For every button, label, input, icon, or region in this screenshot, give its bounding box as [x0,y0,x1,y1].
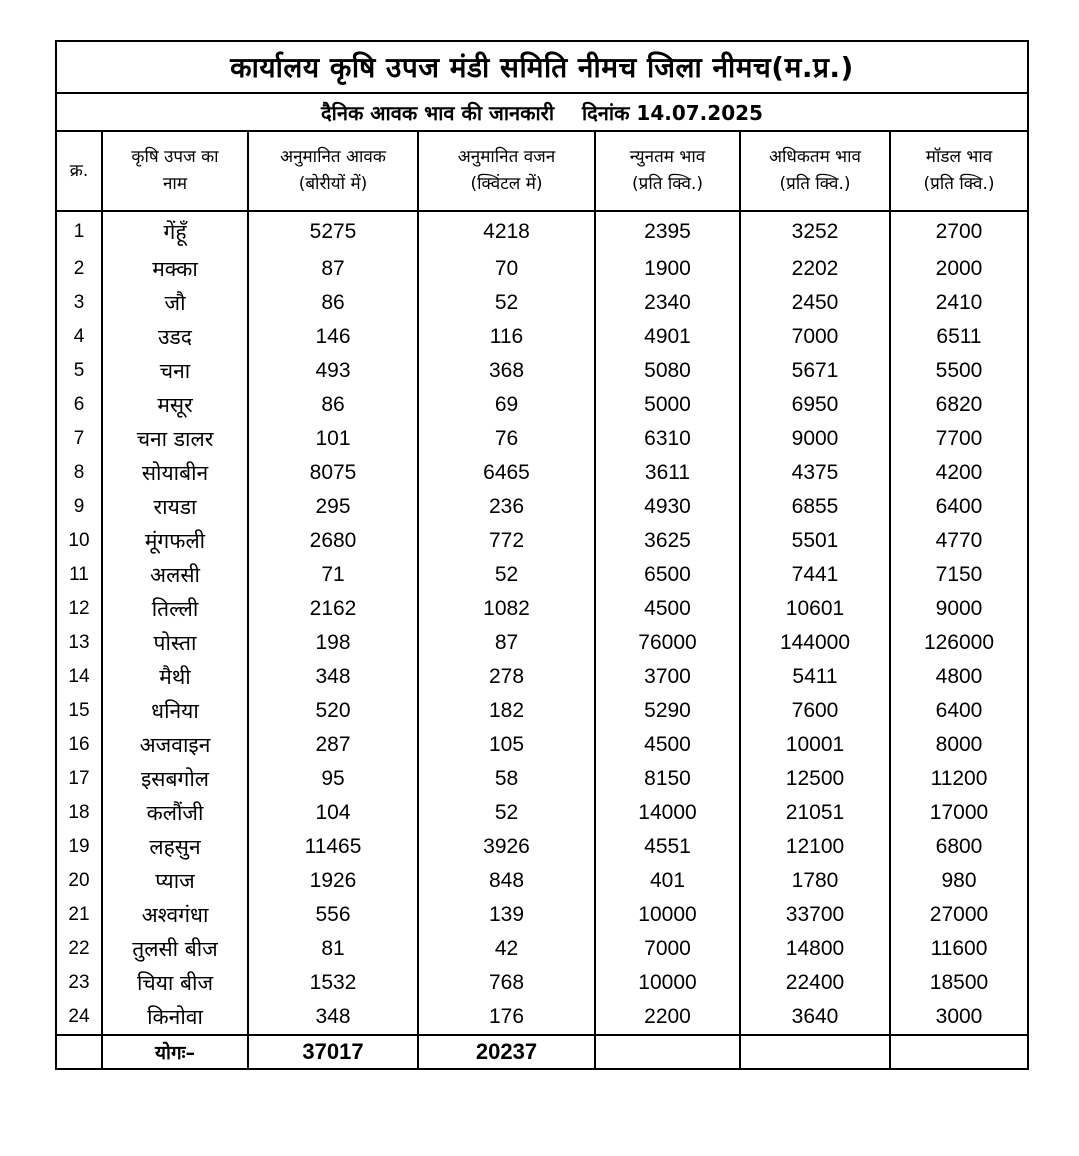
column-header-line2: नाम [162,174,187,194]
modal-rate-cell: 6511 [890,320,1028,354]
crop-name-cell: सोयाबीन [102,456,248,490]
crop-name-cell: चना डालर [102,422,248,456]
max-rate-cell: 12100 [740,830,890,864]
table-row [56,388,1028,422]
table-row [56,626,1028,660]
column-header-row [56,131,1028,211]
column-header-line2: (बोरीयों में) [298,174,368,194]
serial-cell: 19 [56,830,102,864]
weight-quintal-cell: 69 [418,388,595,422]
serial-cell: 7 [56,422,102,456]
min-rate-cell: 76000 [595,626,740,660]
arrival-bags-cell: 198 [248,626,418,660]
max-rate-cell: 2202 [740,252,890,286]
column-header-line2: (प्रति क्वि.) [632,174,703,194]
arrival-bags-cell: 348 [248,1000,418,1035]
max-rate-cell: 21051 [740,796,890,830]
modal-rate-cell: 2700 [890,211,1028,252]
arrival-bags-cell: 520 [248,694,418,728]
arrival-bags-cell: 287 [248,728,418,762]
modal-rate-cell: 2410 [890,286,1028,320]
col-min-rate-header [595,131,740,211]
serial-cell: 12 [56,592,102,626]
arrival-bags-cell: 101 [248,422,418,456]
modal-rate-cell: 4800 [890,660,1028,694]
total-empty-max [740,1035,890,1069]
min-rate-cell: 3611 [595,456,740,490]
table-row [56,320,1028,354]
crop-name-cell: मूंगफली [102,524,248,558]
column-header-line1: मॉडल भाव [925,147,993,167]
max-rate-cell: 9000 [740,422,890,456]
column-header-line1: न्युनतम भाव [629,147,706,167]
arrival-bags-cell: 295 [248,490,418,524]
crop-name-cell: कलौंजी [102,796,248,830]
serial-cell: 17 [56,762,102,796]
max-rate-cell: 3640 [740,1000,890,1035]
weight-quintal-cell: 52 [418,796,595,830]
table-row [56,592,1028,626]
serial-cell: 21 [56,898,102,932]
modal-rate-cell: 5500 [890,354,1028,388]
table-row [56,898,1028,932]
arrival-bags-cell: 81 [248,932,418,966]
modal-rate-cell: 17000 [890,796,1028,830]
min-rate-cell: 5080 [595,354,740,388]
column-header-line1: कृषि उपज का [131,147,219,167]
modal-rate-cell: 6400 [890,694,1028,728]
column-header-line2: (क्विंटल में) [470,174,543,194]
weight-quintal-cell: 278 [418,660,595,694]
arrival-bags-cell: 2680 [248,524,418,558]
modal-rate-cell: 2000 [890,252,1028,286]
weight-quintal-cell: 176 [418,1000,595,1035]
crop-name-cell: धनिया [102,694,248,728]
max-rate-cell: 33700 [740,898,890,932]
serial-cell: 15 [56,694,102,728]
weight-quintal-cell: 87 [418,626,595,660]
weight-quintal-cell: 52 [418,558,595,592]
max-rate-cell: 7000 [740,320,890,354]
table-row [56,830,1028,864]
weight-quintal-cell: 368 [418,354,595,388]
serial-cell: 5 [56,354,102,388]
arrival-bags-cell: 2162 [248,592,418,626]
table-row [56,966,1028,1000]
subtitle-text: दैनिक आवक भाव की जानकारी [321,100,554,125]
serial-cell: 18 [56,796,102,830]
table-row [56,252,1028,286]
max-rate-cell: 14800 [740,932,890,966]
arrival-bags-cell: 556 [248,898,418,932]
min-rate-cell: 4500 [595,592,740,626]
serial-cell: 4 [56,320,102,354]
modal-rate-cell: 6820 [890,388,1028,422]
crop-name-cell: किनोवा [102,1000,248,1035]
crop-name-cell: लहसुन [102,830,248,864]
serial-cell: 20 [56,864,102,898]
col-serial-header [56,131,102,211]
crop-name-cell: तुलसी बीज [102,932,248,966]
max-rate-cell: 2450 [740,286,890,320]
arrival-bags-cell: 86 [248,286,418,320]
arrival-bags-cell: 1926 [248,864,418,898]
col-modal-rate-header [890,131,1028,211]
serial-cell: 11 [56,558,102,592]
min-rate-cell: 6310 [595,422,740,456]
max-rate-cell: 3252 [740,211,890,252]
table-row [56,211,1028,252]
max-rate-cell: 10001 [740,728,890,762]
min-rate-cell: 4500 [595,728,740,762]
max-rate-cell: 7600 [740,694,890,728]
modal-rate-cell: 27000 [890,898,1028,932]
table-row [56,728,1028,762]
col-crop-name-header [102,131,248,211]
min-rate-cell: 5290 [595,694,740,728]
arrival-bags-cell: 87 [248,252,418,286]
column-header-line1: अनुमानित आवक [280,147,386,167]
table-row [56,1000,1028,1035]
date-label: दिनांक [582,100,630,125]
arrival-bags-cell: 5275 [248,211,418,252]
modal-rate-cell: 7150 [890,558,1028,592]
arrival-bags-cell: 71 [248,558,418,592]
serial-cell: 13 [56,626,102,660]
modal-rate-cell: 11200 [890,762,1028,796]
table-row [56,490,1028,524]
modal-rate-cell: 4770 [890,524,1028,558]
daily-arrival-rates-table [55,40,1029,1070]
max-rate-cell: 1780 [740,864,890,898]
serial-cell: 22 [56,932,102,966]
modal-rate-cell: 9000 [890,592,1028,626]
serial-cell: 10 [56,524,102,558]
crop-name-cell: इसबगोल [102,762,248,796]
crop-name-cell: चना [102,354,248,388]
serial-cell: 24 [56,1000,102,1035]
arrival-bags-cell: 146 [248,320,418,354]
min-rate-cell: 401 [595,864,740,898]
crop-name-cell: प्याज [102,864,248,898]
table-row [56,456,1028,490]
report-sheet [55,40,1027,1070]
serial-cell: 9 [56,490,102,524]
weight-quintal-cell: 1082 [418,592,595,626]
total-bags: 37017 [248,1035,418,1069]
crop-name-cell: मसूर [102,388,248,422]
max-rate-cell: 12500 [740,762,890,796]
min-rate-cell: 2340 [595,286,740,320]
total-empty-modal [890,1035,1028,1069]
weight-quintal-cell: 52 [418,286,595,320]
modal-rate-cell: 8000 [890,728,1028,762]
modal-rate-cell: 7700 [890,422,1028,456]
crop-name-cell: पोस्ता [102,626,248,660]
min-rate-cell: 7000 [595,932,740,966]
arrival-bags-cell: 8075 [248,456,418,490]
weight-quintal-cell: 139 [418,898,595,932]
weight-quintal-cell: 772 [418,524,595,558]
table-row [56,762,1028,796]
column-header-line1: क्र. [69,160,89,181]
crop-name-cell: जौ [102,286,248,320]
weight-quintal-cell: 236 [418,490,595,524]
modal-rate-cell: 4200 [890,456,1028,490]
max-rate-cell: 4375 [740,456,890,490]
modal-rate-cell: 3000 [890,1000,1028,1035]
serial-cell: 14 [56,660,102,694]
serial-cell: 3 [56,286,102,320]
col-est-arrival-header [248,131,418,211]
table-row [56,524,1028,558]
total-weight: 20237 [418,1035,595,1069]
column-header-line2: (प्रति क्वि.) [779,174,851,194]
modal-rate-cell: 980 [890,864,1028,898]
table-row [56,932,1028,966]
table-row [56,796,1028,830]
arrival-bags-cell: 1532 [248,966,418,1000]
weight-quintal-cell: 105 [418,728,595,762]
modal-rate-cell: 11600 [890,932,1028,966]
max-rate-cell: 5411 [740,660,890,694]
max-rate-cell: 5671 [740,354,890,388]
min-rate-cell: 4901 [595,320,740,354]
crop-name-cell: गेंहूँ [102,211,248,252]
max-rate-cell: 5501 [740,524,890,558]
weight-quintal-cell: 42 [418,932,595,966]
crop-name-cell: उडद [102,320,248,354]
weight-quintal-cell: 116 [418,320,595,354]
max-rate-cell: 22400 [740,966,890,1000]
weight-quintal-cell: 70 [418,252,595,286]
modal-rate-cell: 126000 [890,626,1028,660]
column-header-line2: (प्रति क्वि.) [923,174,995,194]
arrival-bags-cell: 11465 [248,830,418,864]
crop-name-cell: चिया बीज [102,966,248,1000]
serial-cell: 23 [56,966,102,1000]
min-rate-cell: 2395 [595,211,740,252]
weight-quintal-cell: 182 [418,694,595,728]
weight-quintal-cell: 76 [418,422,595,456]
weight-quintal-cell: 6465 [418,456,595,490]
table-row [56,286,1028,320]
col-est-weight-header [418,131,595,211]
min-rate-cell: 5000 [595,388,740,422]
min-rate-cell: 8150 [595,762,740,796]
total-row [56,1035,1028,1069]
table-row [56,660,1028,694]
table-row [56,864,1028,898]
table-row [56,694,1028,728]
weight-quintal-cell: 768 [418,966,595,1000]
min-rate-cell: 1900 [595,252,740,286]
max-rate-cell: 7441 [740,558,890,592]
max-rate-cell: 144000 [740,626,890,660]
column-header-line1: अनुमानित वजन [457,147,556,167]
crop-name-cell: अश्वगंधा [102,898,248,932]
crop-name-cell: अजवाइन [102,728,248,762]
max-rate-cell: 6855 [740,490,890,524]
crop-name-cell: मक्का [102,252,248,286]
modal-rate-cell: 6400 [890,490,1028,524]
serial-cell: 2 [56,252,102,286]
arrival-bags-cell: 86 [248,388,418,422]
crop-name-cell: तिल्ली [102,592,248,626]
serial-cell: 1 [56,211,102,252]
min-rate-cell: 4930 [595,490,740,524]
arrival-bags-cell: 104 [248,796,418,830]
serial-cell: 8 [56,456,102,490]
arrival-bags-cell: 348 [248,660,418,694]
min-rate-cell: 2200 [595,1000,740,1035]
col-max-rate-header [740,131,890,211]
min-rate-cell: 3625 [595,524,740,558]
arrival-bags-cell: 493 [248,354,418,388]
table-row [56,422,1028,456]
column-header-line1: अधिकतम भाव [769,147,861,167]
weight-quintal-cell: 3926 [418,830,595,864]
modal-rate-cell: 6800 [890,830,1028,864]
total-sr-cell [56,1035,102,1069]
weight-quintal-cell: 58 [418,762,595,796]
min-rate-cell: 10000 [595,898,740,932]
serial-cell: 16 [56,728,102,762]
min-rate-cell: 6500 [595,558,740,592]
max-rate-cell: 6950 [740,388,890,422]
total-label: योगः– [102,1035,248,1069]
report-date: 14.07.2025 [636,100,763,125]
weight-quintal-cell: 848 [418,864,595,898]
table-body [56,211,1028,1035]
total-empty-min [595,1035,740,1069]
arrival-bags-cell: 95 [248,762,418,796]
min-rate-cell: 3700 [595,660,740,694]
min-rate-cell: 4551 [595,830,740,864]
report-title: कार्यालय कृषि उपज मंडी समिति नीमच जिला नीमच(म.प्र.) [56,41,1028,93]
modal-rate-cell: 18500 [890,966,1028,1000]
min-rate-cell: 14000 [595,796,740,830]
table-row [56,558,1028,592]
min-rate-cell: 10000 [595,966,740,1000]
crop-name-cell: रायडा [102,490,248,524]
crop-name-cell: अलसी [102,558,248,592]
crop-name-cell: मैथी [102,660,248,694]
report-subtitle [56,93,1028,131]
table-row [56,354,1028,388]
serial-cell: 6 [56,388,102,422]
max-rate-cell: 10601 [740,592,890,626]
weight-quintal-cell: 4218 [418,211,595,252]
